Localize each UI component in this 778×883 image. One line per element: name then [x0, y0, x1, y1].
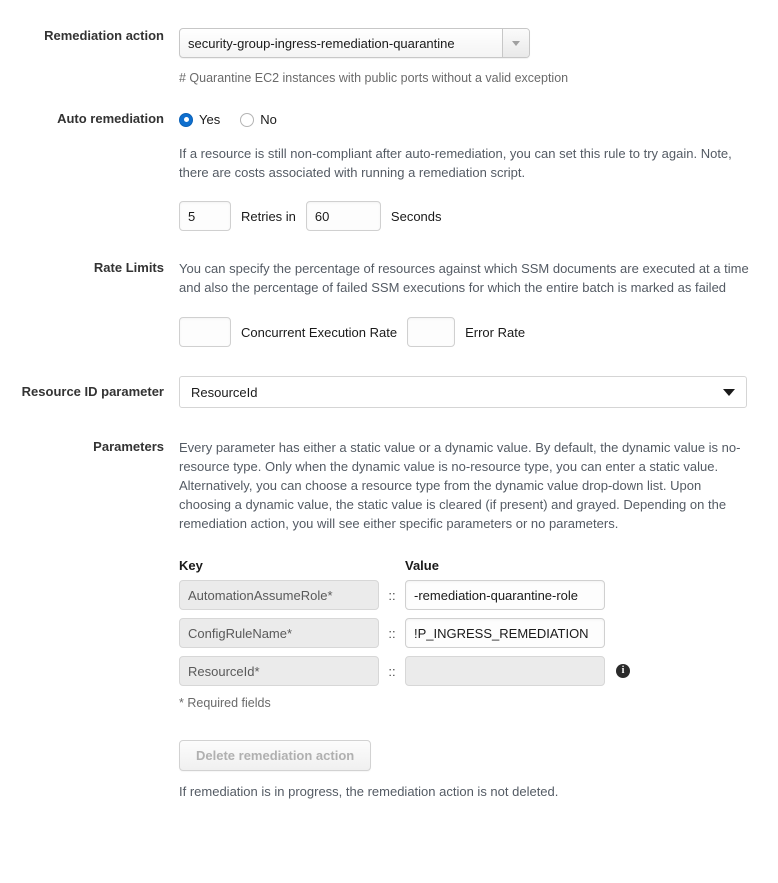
parameter-separator: :: [388, 587, 396, 603]
parameters-table-header [179, 558, 778, 573]
table-row [179, 656, 778, 686]
remediation-action-label: Remediation action [44, 28, 164, 43]
remediation-action-select[interactable] [179, 28, 530, 58]
retries-count-input[interactable]: 5 [179, 201, 231, 231]
remediation-action-description: # Quarantine EC2 instances with public ports without a valid exception [179, 71, 569, 85]
auto-remediation-row [0, 111, 778, 231]
auto-remediation-description: If a resource is still non-compliant after auto-remediation, you can set this rule to try again. Note, there are costs associated with running a remediation script. [179, 146, 732, 180]
rate-limits-label: Rate Limits [93, 260, 164, 275]
rate-limits-inputs-row [179, 317, 778, 347]
auto-remediation-radio-yes[interactable] [179, 112, 220, 127]
auto-remediation-label: Auto remediation [57, 111, 164, 126]
resource-id-parameter-row [0, 376, 778, 408]
resource-id-parameter-field [164, 376, 778, 408]
info-icon[interactable]: i [616, 664, 630, 678]
auto-remediation-radio-no-label: No [260, 112, 277, 127]
table-row [179, 580, 778, 610]
parameters-column-key: Key [179, 558, 203, 573]
parameters-column-value: Value [405, 558, 439, 573]
error-rate-label: Error Rate [465, 324, 526, 340]
parameter-value-input[interactable]: !P_INGRESS_REMEDIATION [405, 618, 605, 648]
chevron-down-icon[interactable] [723, 389, 735, 396]
auto-remediation-field [164, 111, 778, 231]
parameter-key-cell [179, 580, 379, 610]
error-rate-input[interactable] [407, 317, 455, 347]
required-fields-note: * Required fields [179, 696, 271, 710]
parameter-value-input[interactable] [405, 656, 605, 686]
parameters-field [164, 438, 778, 801]
chevron-down-icon[interactable] [502, 29, 529, 57]
parameter-key-input[interactable]: ResourceId* [179, 656, 379, 686]
rate-limits-description: You can specify the percentage of resources against which SSM documents are executed at a time and also the percentage of failed SSM executions for which the entire batch is marked as failed [179, 261, 749, 295]
parameter-value-cell [405, 580, 605, 610]
chevron-down-glyph [512, 41, 520, 46]
concurrent-execution-rate-input[interactable] [179, 317, 231, 347]
resource-id-parameter-label: Resource ID parameter [21, 384, 164, 399]
parameter-separator: :: [388, 625, 396, 641]
parameters-table-body [179, 580, 778, 686]
remediation-configuration-form [0, 28, 778, 883]
parameters-header-spacer [379, 558, 405, 573]
radio-unselected-icon[interactable] [240, 113, 254, 127]
radio-selected-icon[interactable] [179, 113, 193, 127]
remediation-action-row [0, 28, 778, 87]
rate-limits-row [0, 259, 778, 347]
retries-seconds-input[interactable]: 60 [306, 201, 381, 231]
parameters-row [0, 438, 778, 801]
parameter-key-input[interactable]: ConfigRuleName* [179, 618, 379, 648]
parameter-key-cell [179, 618, 379, 648]
parameter-value-cell [405, 618, 605, 648]
retries-row [179, 201, 778, 231]
delete-remediation-note: If remediation is in progress, the remediation action is not deleted. [179, 784, 559, 799]
resource-id-parameter-select[interactable] [179, 376, 747, 408]
resource-id-parameter-selected-value: ResourceId [191, 384, 258, 400]
delete-remediation-action-container [179, 740, 778, 771]
retries-in-label: Retries in [241, 208, 296, 224]
remediation-action-selected-value: security-group-ingress-remediation-quarantine [188, 35, 455, 51]
parameter-separator: :: [388, 663, 396, 679]
parameter-value-input[interactable]: -remediation-quarantine-role [405, 580, 605, 610]
delete-remediation-action-button[interactable]: Delete remediation action [179, 740, 371, 771]
remediation-action-field [164, 28, 778, 87]
parameters-description: Every parameter has either a static value or a dynamic value. By default, the dynamic value is no-resource type. Only when the dynamic value is no-resource type, you can enter a static value. Alternatively, you can choose a resource type from the dynamic value drop-down list. Upon choosing a dynamic value, the static value is cleared (if present) and grayed. Depending on the remediation action, you will see either specific parameters or no parameters. [179, 440, 741, 531]
table-row [179, 618, 778, 648]
parameter-key-input[interactable]: AutomationAssumeRole* [179, 580, 379, 610]
auto-remediation-radio-yes-label: Yes [199, 112, 221, 127]
parameter-value-cell [405, 656, 605, 686]
parameter-key-cell [179, 656, 379, 686]
parameters-label: Parameters [93, 439, 164, 454]
auto-remediation-radio-no[interactable] [240, 112, 277, 127]
rate-limits-field [164, 259, 778, 347]
seconds-label: Seconds [390, 208, 442, 224]
concurrent-execution-rate-label: Concurrent Execution Rate [241, 324, 398, 340]
auto-remediation-radio-group [179, 112, 778, 127]
